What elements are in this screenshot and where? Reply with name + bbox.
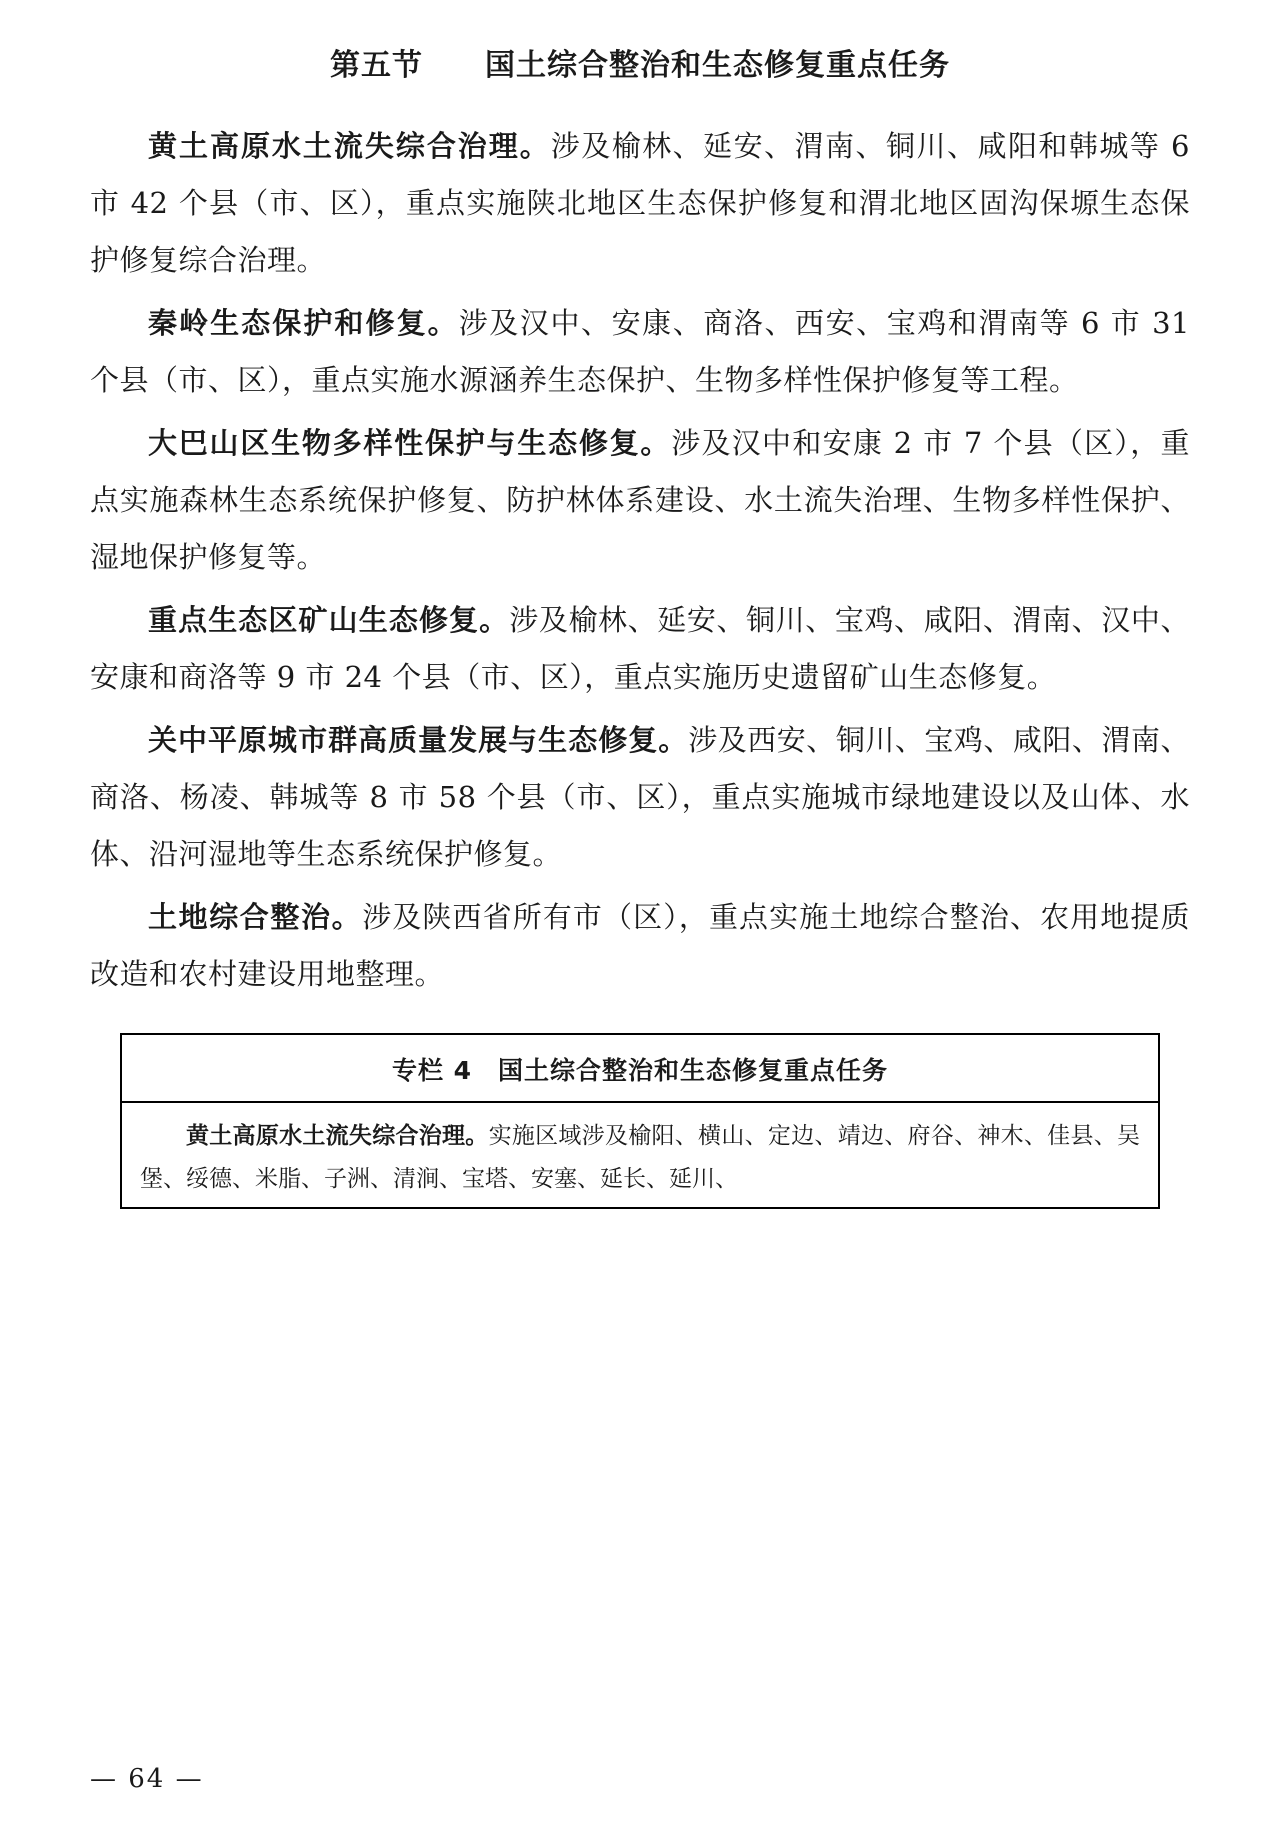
callout-box-title: 专栏 4 国土综合整治和生态修复重点任务 [122,1035,1158,1103]
paragraph-lead: 土地综合整治。 [148,900,363,934]
paragraph-lead: 黄土高原水土流失综合治理。 [148,129,551,163]
paragraph-lead: 关中平原城市群高质量发展与生态修复。 [148,723,689,757]
paragraph-lead: 大巴山区生物多样性保护与生态修复。 [148,426,672,460]
page-footer [0,1764,1280,1794]
callout-entry-lead: 黄土高原水土流失综合治理。 [186,1123,489,1149]
paragraph-lead: 重点生态区矿山生态修复。 [148,603,510,637]
paragraph-text: 涉及西安、铜川、宝鸡、咸阳、渭南、商洛、杨凌、韩城等 8 市 58 个县（市、区），重点实施城市绿地建设以及山体、水体、沿河湿地等生态系统保护修复。 [90,723,1190,871]
paragraph [90,712,1190,883]
paragraph-text: 涉及榆林、延安、铜川、宝鸡、咸阳、渭南、汉中、安康和商洛等 9 市 24 个县（市、区），重点实施历史遗留矿山生态修复。 [90,603,1190,694]
paragraph [90,295,1190,409]
callout-entry-text: 实施区域涉及榆阳、横山、定边、靖边、府谷、神木、佳县、吴堡、绥德、米脂、子洲、清涧、宝塔、安塞、延长、延川、 [140,1123,1141,1192]
document-body [90,84,1190,1003]
page-number: — 64 — [90,1764,204,1794]
paragraph [90,889,1190,1003]
paragraph-text: 涉及陕西省所有市（区），重点实施土地综合整治、农用地提质改造和农村建设用地整理。 [90,900,1190,991]
paragraph-text: 涉及汉中和安康 2 市 7 个县（区），重点实施森林生态系统保护修复、防护林体系建设、水土流失治理、生物多样性保护、湿地保护修复等。 [90,426,1190,574]
callout-entry [140,1115,1140,1201]
paragraph [90,592,1190,706]
callout-box-body [122,1103,1158,1207]
paragraph-text: 涉及榆林、延安、渭南、铜川、咸阳和韩城等 6 市 42 个县（市、区），重点实施陕北地区生态保护修复和渭北地区固沟保塬生态保护修复综合治理。 [90,129,1190,277]
paragraph [90,415,1190,586]
paragraph-lead: 秦岭生态保护和修复。 [148,306,459,340]
page-title: 第五节 国土综合整治和生态修复重点任务 [330,48,950,83]
callout-box [120,1033,1160,1209]
paragraph-text: 涉及汉中、安康、商洛、西安、宝鸡和渭南等 6 市 31 个县（市、区），重点实施水源涵养生态保护、生物多样性保护修复等工程。 [90,306,1190,397]
paragraph [90,118,1190,289]
